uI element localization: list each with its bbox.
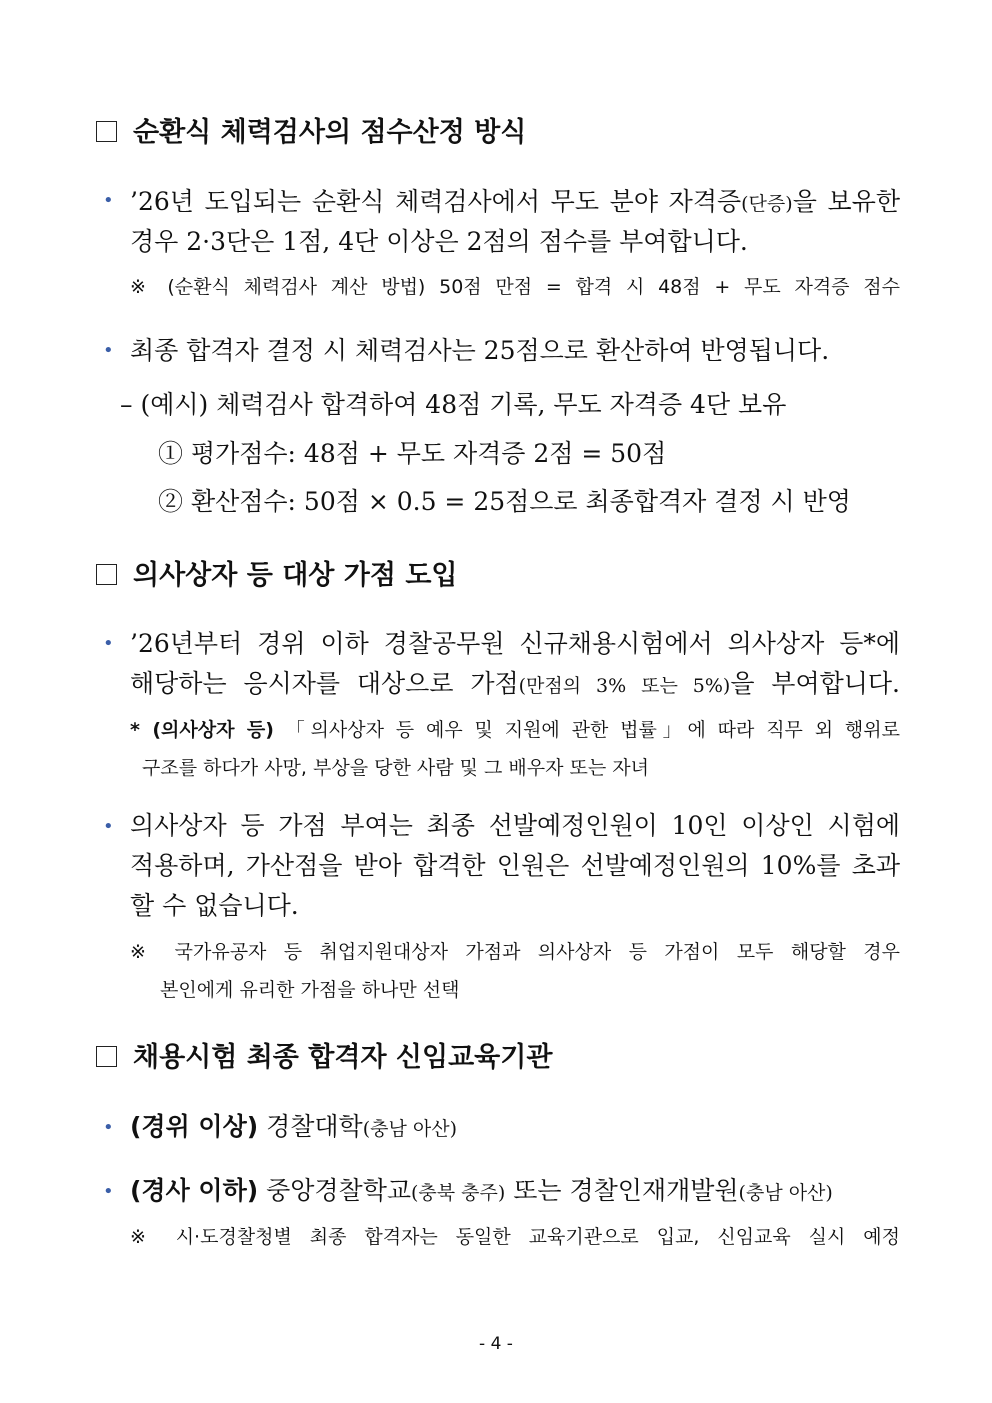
bullet-icon [103, 1188, 111, 1196]
bullet-icon [103, 823, 111, 831]
text: 을 부여합니다. [730, 669, 900, 698]
section-title: 순환식 체력검사의 점수산정 방식 [133, 117, 527, 148]
paragraph-line: 적용하며, 가산점을 받아 합격한 인원은 선발예정인원의 10%를 초과 [130, 851, 900, 880]
footnote-text: 구조를 하다가 사망, 부상을 당한 사람 및 그 배우자 또는 자녀 [142, 757, 649, 779]
paragraph [130, 182, 900, 224]
training-item-sergeant [130, 1171, 833, 1213]
footnote-label: * (의사상자 등) [130, 719, 274, 741]
paragraph-line [130, 664, 900, 706]
bullet-icon [103, 197, 111, 205]
item-text: 또는 경찰인재개발원 [505, 1176, 739, 1205]
example-step: ① 평가점수: 48점 + 무도 자격증 2점 = 50점 [158, 439, 667, 468]
note-text: ※ 국가유공자 등 취업지원대상자 가점과 의사상자 등 가점이 모두 해당할 경우 [130, 941, 900, 963]
page-number: - 4 - [479, 1334, 513, 1354]
note-text: 본인에게 유리한 가점을 하나만 선택 [160, 979, 460, 1001]
text: ’26년 도입되는 순환식 체력검사에서 무도 분야 자격증 [130, 187, 742, 216]
checkbox-square-icon [96, 121, 117, 142]
paragraph-line: ’26년부터 경위 이하 경찰공무원 신규채용시험에서 의사상자 등*에 [130, 629, 900, 658]
checkbox-square-icon [96, 1046, 117, 1067]
item-label: (경사 이하) [130, 1176, 259, 1205]
section-heading-bonus [96, 559, 458, 593]
section-title: 채용시험 최종 합격자 신임교육기관 [133, 1042, 553, 1073]
text: 해당하는 응시자를 대상으로 가점 [130, 669, 519, 698]
example-line: – (예시) 체력검사 합격하여 48점 기록, 무도 자격증 4단 보유 [120, 390, 787, 419]
item-label: (경위 이상) [130, 1112, 259, 1141]
note: ※ (순환식 체력검사 계산 방법) 50점 만점 = 합격 시 48점 + 무도 자격증 점수 [130, 276, 900, 298]
item-location: (충북 충주) [411, 1182, 506, 1204]
paragraph: 최종 합격자 결정 시 체력검사는 25점으로 환산하여 반영됩니다. [130, 336, 830, 365]
section-heading-training [96, 1041, 552, 1075]
item-text: 경찰대학 [258, 1112, 363, 1141]
bullet-icon [103, 1124, 111, 1132]
note [130, 933, 900, 1009]
paragraph-line: 의사상자 등 가점 부여는 최종 선발예정인원이 10인 이상인 시험에 [130, 811, 900, 840]
note: ※ 시·도경찰청별 최종 합격자는 동일한 교육기관으로 입교, 신임교육 실시 예정 [130, 1226, 900, 1248]
paragraph-line: 할 수 없습니다. [130, 891, 299, 920]
bullet-icon [103, 347, 111, 355]
text-small: (단증) [741, 193, 793, 215]
checkbox-square-icon [96, 564, 117, 585]
bullet-icon [103, 640, 111, 648]
item-text: 중앙경찰학교 [258, 1176, 412, 1205]
footnote [130, 711, 900, 787]
training-item-officer [130, 1107, 457, 1149]
footnote-text: 「의사상자 등 예우 및 지원에 관한 법률」에 따라 직무 외 행위로 [273, 719, 900, 741]
example-step: ② 환산점수: 50점 × 0.5 = 25점으로 최종합격자 결정 시 반영 [158, 487, 851, 516]
section-heading-scoring [96, 116, 526, 150]
section-title: 의사상자 등 대상 가점 도입 [133, 560, 458, 591]
text: 을 보유한 [792, 187, 900, 216]
item-location: (충남 아산) [738, 1182, 833, 1204]
text-small: (만점의 3% 또는 5%) [518, 675, 731, 697]
paragraph-line: 경우 2·3단은 1점, 4단 이상은 2점의 점수를 부여합니다. [130, 227, 748, 256]
item-location: (충남 아산) [362, 1118, 457, 1140]
